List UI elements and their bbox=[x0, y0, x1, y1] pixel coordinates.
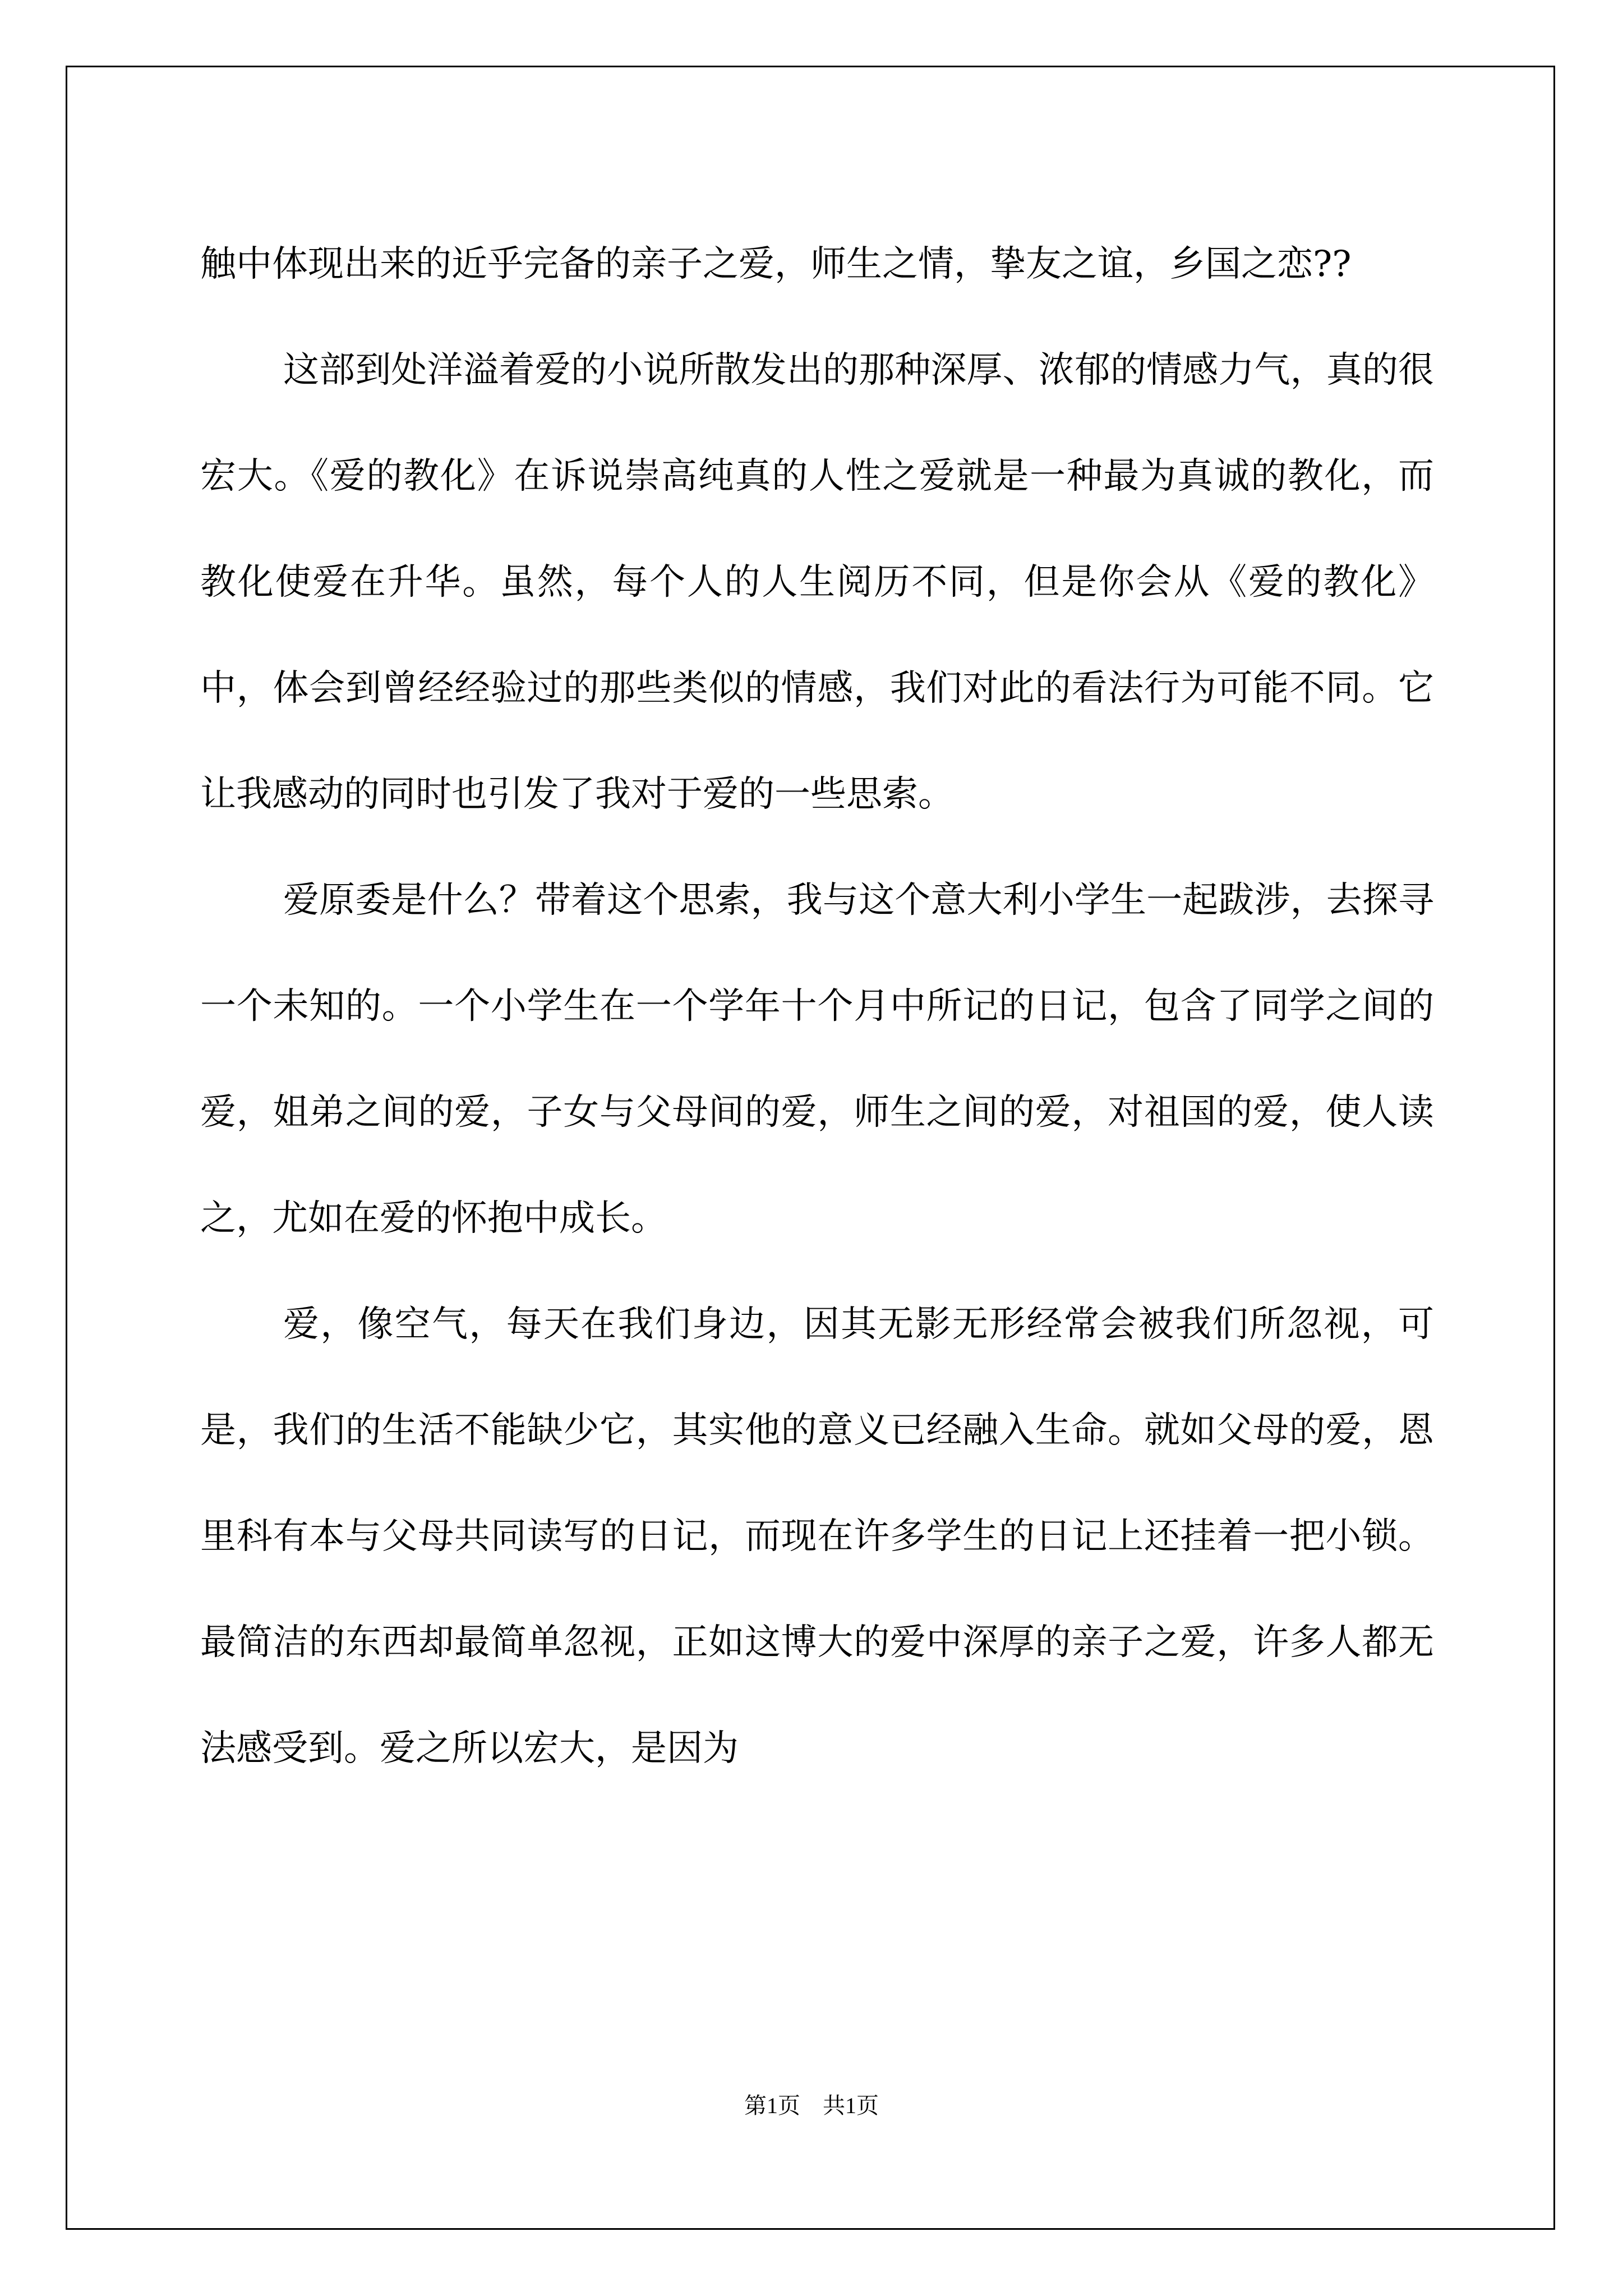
page-number: 第1页 bbox=[744, 2093, 800, 2118]
paragraph-4: 爱，像空气，每天在我们身边，因其无影无形经常会被我们所忽视，可是，我们的生活不能缺少它，其实他的意义已经融入生命。就如父母的爱，恩里科有本与父母共同读写的日记，而现在许多学生的日记上还挂着一把小锁。最简洁的东西却最简单忽视，正如这博大的爱中深厚的亲子之爱，许多人都无法感受到。爱之所以宏大，是因为 bbox=[200, 1304, 1434, 1769]
paragraph-3: 爱原委是什么？带着这个思索，我与这个意大利小学生一起跋涉，去探寻一个未知的。一个小学生在一个学年十个月中所记的日记，包含了同学之间的爱，姐弟之间的爱，子女与父母间的爱，师生之间的爱，对祖国的爱，使人读之，尤如在爱的怀抱中成长。 bbox=[200, 880, 1434, 1239]
page-footer bbox=[0, 2092, 1623, 2119]
paragraph-1: 触中体现出来的近乎完备的亲子之爱，师生之情，挚友之谊，乡国之恋?? bbox=[200, 243, 1352, 285]
paragraph-2: 这部到处洋溢着爱的小说所散发出的那种深厚、浓郁的情感力气，真的很宏大。《爱的教化》在诉说崇高纯真的人性之爱就是一种最为真诚的教化，而教化使爱在升华。虽然，每个人的人生阅历不同，但是你会从《爱的教化》中，体会到曾经经验过的那些类似的情感，我们对此的看法行为可能不同。它让我感动的同时也引发了我对于爱的一些思索。 bbox=[200, 349, 1434, 815]
page-total: 共1页 bbox=[823, 2093, 879, 2118]
document-body bbox=[200, 211, 1434, 1802]
